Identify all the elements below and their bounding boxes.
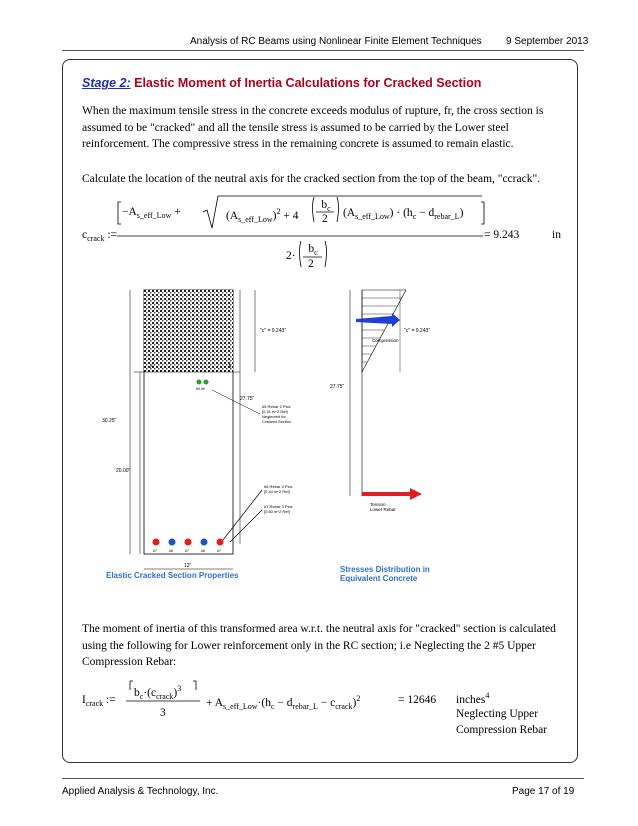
caption-right-2: Equivalent Concrete <box>340 574 418 583</box>
eq1-den-bc: $b_c$ <box>308 243 318 257</box>
bar-label-0: #7 <box>153 549 157 553</box>
footer-rule <box>62 778 584 779</box>
dim-27-75b: 27.75" <box>330 384 345 390</box>
eq1-denominator-coef: 2· <box>286 250 296 262</box>
paragraph-3: The moment of inertia of this transformed area w.r.t. the neutral axis for "cracked" section is calculated using the following for Lower reinforcement only in the RC section; i.e Neglecting the 2 #5 Upper Compression Rebar: <box>82 623 556 668</box>
compression-label: Compression <box>372 338 399 343</box>
note-rebar-5: #5 Rebar 2 Pics [0.31 in^2 Ref] Neglected for Cracked Section <box>262 404 292 424</box>
caption-right-1: Stresses Distribution in <box>340 565 430 574</box>
bar-label-1: #6 <box>169 549 173 553</box>
eq1-lhs: $c_{crack}$ := <box>82 229 117 243</box>
bar-label-3: #6 <box>201 549 205 553</box>
paragraph-2: Calculate the location of the neutral axis for the cracked section from the top of the beam, "ccrack". <box>82 173 541 185</box>
footer-page: Page 17 of 19 <box>512 786 575 797</box>
bar-label-2: #7 <box>185 549 189 553</box>
note-rebar-6: #6 Rebar 2 Pics [0.44 in^2 Ref] <box>264 484 293 494</box>
eq2-unit: inches$^4$ <box>456 691 490 706</box>
eq1-numerator: $-A_{s\_eff\_Low}$ + <box>122 206 181 220</box>
label-a: A <box>228 364 232 370</box>
eq1-unit: in <box>552 229 561 241</box>
paragraph-1: When the maximum tensile stress in the concrete exceeds modulus of rupture, fr, the cross section is assumed to be "cracked" and all the tensile stress is assumed to be carried by the Lower steel reinforcement. The compressive stress in the remaining concrete is assumed to remain elastic. <box>82 105 544 150</box>
note-rebar-7: #7 Rebar 3 Pics [0.60 in^2 Ref] <box>264 504 293 514</box>
eq2-note-2: Compression Rebar <box>456 724 548 736</box>
eq1-den-two: 2 <box>308 258 314 270</box>
footer-company: Applied Analysis & Technology, Inc. <box>62 786 219 797</box>
rebar-5-label: #5 #5 <box>196 387 205 391</box>
dim-27-75a: 27.75" <box>240 396 255 402</box>
c-label-left: "c" = 9.243" <box>260 328 287 334</box>
caption-left: Elastic Cracked Section Properties <box>106 571 239 580</box>
eq1-radicand: $(A_{s\_eff\_Low})^2 + 4$ <box>226 207 299 224</box>
header-date: 9 September 2013 <box>506 36 589 47</box>
dim-30-25: 30.25" <box>102 418 117 424</box>
eq2-denominator: 3 <box>160 707 166 719</box>
c-label-right: "c" = 9.243" <box>404 328 431 334</box>
eq1-result: = 9.243 <box>484 229 520 241</box>
bar-label-4: #7 <box>217 549 221 553</box>
eq1-bc-den: 2 <box>322 213 328 225</box>
stage-title: Elastic Moment of Inertia Calculations for Cracked Section <box>134 76 482 90</box>
eq1-paren-term: $(A_{s\_eff\_Low}) \cdot (h_c - d_{rebar\_L})$ <box>343 207 464 221</box>
tension-label-1: Tension <box>370 502 386 507</box>
header-title: Analysis of RC Beams using Nonlinear Finite Element Techniques <box>190 36 482 47</box>
eq2-result: = 12646 <box>398 694 437 706</box>
dim-12: 12" <box>184 563 192 569</box>
dim-20-00: 20.00" <box>116 468 131 474</box>
label-n: N <box>150 364 154 370</box>
eq2-lhs: $I_{crack}$ := <box>82 694 116 708</box>
eq1-bc-num: $b_c$ <box>321 199 331 213</box>
eq2-term2: + $A_{s\_eff\_Low}\cdot(h_c - d_{rebar\_L} - c_{crack})^2$ <box>206 694 361 711</box>
eq2-numerator: $b_c\cdot(c_{crack})^3$ <box>134 684 182 701</box>
eq2-note-1: Neglecting Upper <box>456 708 539 720</box>
stage-label: Stage 2: <box>82 76 131 90</box>
tension-label-2: Lower Rebar <box>370 507 396 512</box>
